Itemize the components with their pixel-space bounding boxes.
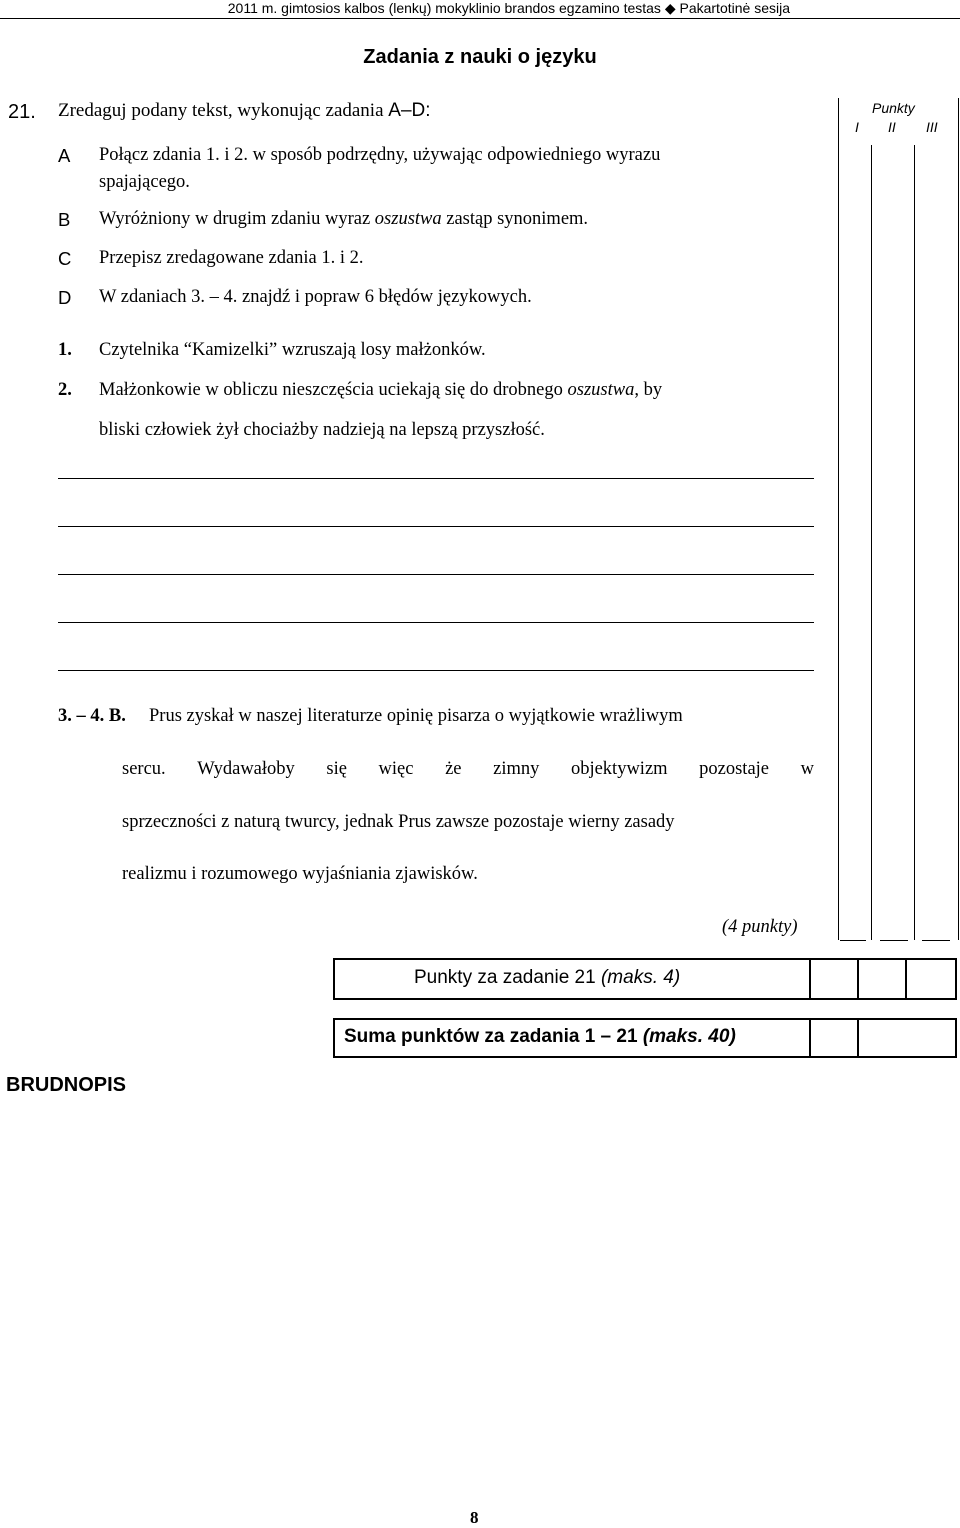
word: się [326, 759, 347, 779]
total-cell-2[interactable] [857, 1018, 957, 1058]
score-field-2[interactable] [880, 940, 908, 941]
section-title: Zadania z nauki o języku [363, 46, 597, 68]
sentence2-pre: Małżonkowie w obliczu nieszczęścia uciekają się do drobnego [99, 380, 563, 400]
score-cell-1[interactable] [809, 958, 859, 1000]
answer-line-4[interactable] [58, 622, 814, 623]
points-column-label: Punkty [872, 100, 915, 116]
word: że [445, 759, 462, 779]
points-note: (4 punkty) [722, 917, 798, 937]
subtask-b-letter: B [58, 209, 71, 230]
answer-line-2[interactable] [58, 526, 814, 527]
points-border-left [838, 98, 839, 940]
draft-label: BRUDNOPIS [6, 1074, 127, 1096]
score-box2-max: (maks. 40) [642, 1026, 736, 1047]
word: pozostaje [699, 759, 770, 779]
answer-line-1[interactable] [58, 478, 814, 479]
score-box1-text: Punkty za zadanie 21 [414, 967, 596, 988]
subtask-b-pre: Wyróżniony w drugim zdaniu wyraz [99, 209, 371, 229]
sentence34-line1: Prus zyskał w naszej literaturze opinię pisarza o wyjątkowie wrażliwym [149, 706, 683, 726]
subtask-c-text: Przepisz zredagowane zdania 1. i 2. [99, 248, 364, 268]
score-cell-2[interactable] [857, 958, 907, 1000]
instruction-text: Zredaguj podany tekst, wykonując zadania [58, 100, 384, 121]
word: objektywizm [570, 759, 668, 779]
subtask-d-text: W zdaniach 3. – 4. znajdź i popraw 6 błędów językowych. [99, 287, 532, 307]
answer-line-5[interactable] [58, 670, 814, 671]
points-col-3: III [926, 119, 938, 135]
word: zimny [493, 759, 540, 779]
word: Wydawałoby [197, 759, 295, 779]
session-label: Pakartotinė sesija [679, 0, 790, 16]
word: w [800, 759, 814, 779]
subtask-a-line2: spajającego. [99, 172, 190, 192]
instruction-range: A–D: [388, 100, 431, 121]
sentence2-num: 2. [58, 380, 72, 400]
subtask-b-italic: oszustwa [374, 209, 442, 229]
sentence2-post: , by [634, 380, 663, 400]
points-col-2: II [888, 119, 896, 135]
subtask-c-letter: C [58, 248, 72, 269]
sentence34-line4: realizmu i rozumowego wyjaśniania zjawisków. [122, 864, 478, 884]
score-box1-max: (maks. 4) [600, 967, 681, 988]
score-box-task21-label [414, 967, 680, 989]
points-border-right [958, 98, 959, 940]
score-field-1[interactable] [840, 940, 866, 941]
score-cell-3[interactable] [905, 958, 957, 1000]
page-number: 8 [470, 1508, 479, 1527]
subtask-a-line1: Połącz zdania 1. i 2. w sposób podrzędny, używając odpowiedniego wyrazu [99, 145, 661, 165]
word: sercu. [122, 759, 166, 779]
score-box2-text: Suma punktów za zadania 1 – 21 [344, 1026, 638, 1047]
points-col-1: I [855, 119, 859, 135]
header-text [228, 0, 790, 17]
total-cell-1[interactable] [809, 1018, 859, 1058]
subtask-d-letter: D [58, 287, 72, 308]
sentence1-text: Czytelnika “Kamizelki” wzruszają losy małżonków. [99, 340, 486, 360]
word: więc [378, 759, 414, 779]
sentence34-num: 3. – 4. B. [58, 706, 126, 726]
sentence34-line2 [122, 759, 814, 780]
subtask-a-letter: A [58, 145, 71, 166]
points-divider-1 [871, 145, 872, 940]
score-box-total-label [344, 1026, 736, 1048]
points-divider-2 [914, 145, 915, 940]
sentence2-line2: bliski człowiek żył chociażby nadzieją na lepszą przyszłość. [99, 420, 545, 440]
answer-line-3[interactable] [58, 574, 814, 575]
task-instruction [58, 100, 431, 122]
sentence34-line3: sprzeczności z naturą twurcy, jednak Prus zawsze pozostaje wierny zasady [122, 812, 675, 832]
sentence2-italic: oszustwa [567, 380, 635, 400]
diamond-icon: ◆ [664, 0, 676, 16]
header-divider [0, 18, 960, 19]
task-number: 21. [8, 101, 36, 123]
subtask-b-post: zastąp synonimem. [446, 209, 589, 229]
sentence2-line1 [99, 380, 662, 401]
subtask-b-text [99, 209, 588, 230]
score-field-3[interactable] [922, 940, 950, 941]
sentence1-num: 1. [58, 340, 72, 360]
exam-title: 2011 m. gimtosios kalbos (lenkų) mokyklinio brandos egzamino testas [227, 0, 661, 16]
page-header [0, 0, 960, 18]
